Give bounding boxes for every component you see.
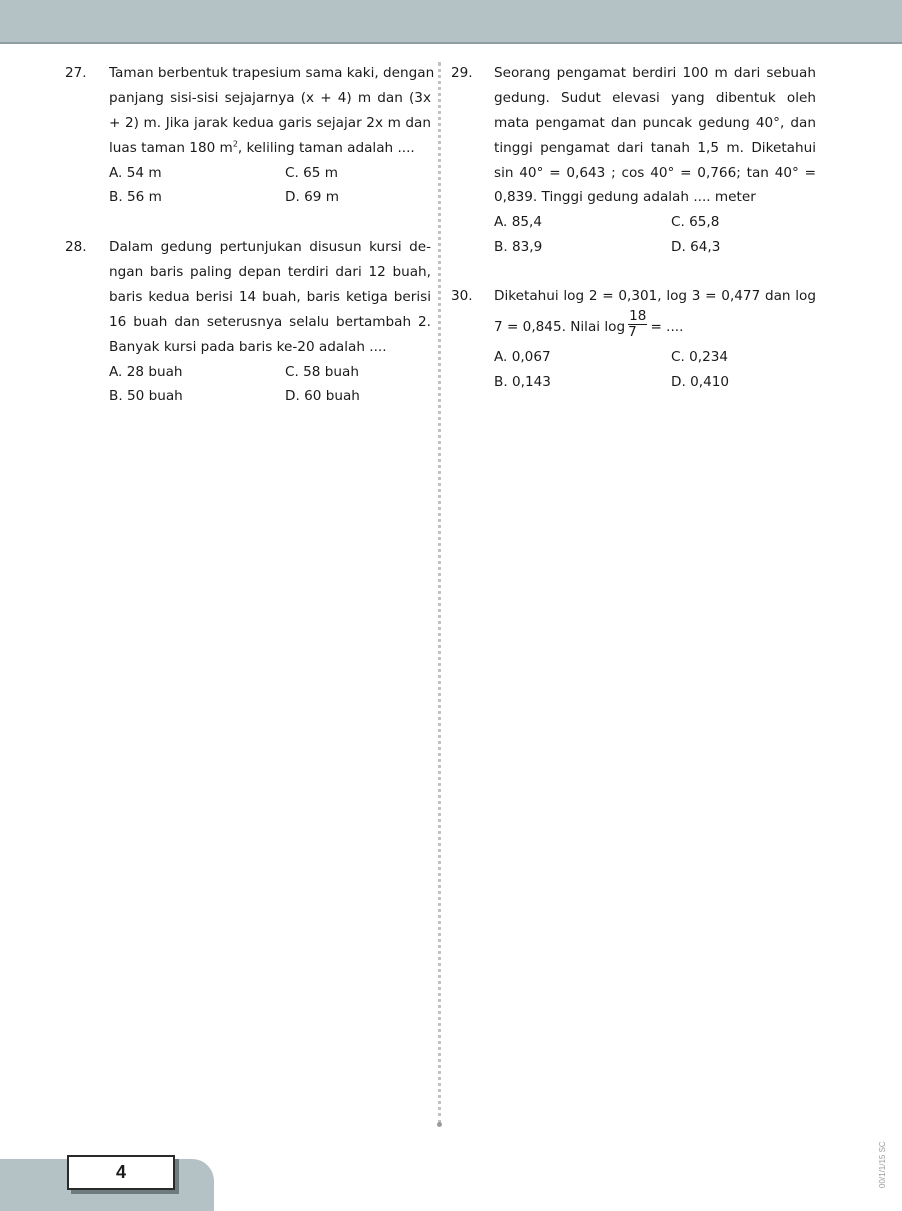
question-line: 16 buah dan seterusnya selalu bertambah 2. <box>109 313 431 330</box>
question-line: Seorang pengamat berdiri 100 m dari sebuah <box>494 65 816 81</box>
option-d[interactable]: D. 0,410 <box>671 373 730 390</box>
option-a[interactable]: A. 54 m <box>109 164 162 181</box>
option-c[interactable]: C. 65 m <box>285 164 338 181</box>
question-line: baris kedua berisi 14 buah, baris ketiga berisi <box>109 288 431 305</box>
question-line: 7 = 0,845. Nilai log $\frac{18}{7}$ = .... <box>494 308 684 341</box>
question-text <box>494 284 816 345</box>
question-line: ngan baris paling depan terdiri dari 12 buah, <box>109 263 431 280</box>
header-band <box>0 0 902 44</box>
option-c[interactable]: C. 0,234 <box>671 349 729 365</box>
option-d[interactable]: D. 64,3 <box>671 239 721 256</box>
option-b[interactable]: B. 56 m <box>109 189 162 206</box>
question-number: 27. <box>65 65 87 81</box>
fraction-denominator: 7 <box>628 324 637 341</box>
question-line: 0,839. Tinggi gedung adalah .... meter <box>494 189 756 206</box>
question-line: panjang sisi-sisi sejajarnya (x + 4) m dan (3x <box>109 89 431 106</box>
question-line: Diketahui log 2 = 0,301, log 3 = 0,477 dan log <box>494 288 816 304</box>
side-code: 00/1/1/15 SC <box>878 1141 887 1188</box>
option-a[interactable]: A. 85,4 <box>494 214 542 231</box>
fraction <box>628 309 647 340</box>
question-line: mata pengamat dan puncak gedung 40°, dan <box>494 114 816 131</box>
option-c[interactable]: C. 65,8 <box>671 214 720 231</box>
option-b[interactable]: B. 50 buah <box>109 388 183 405</box>
question-line: tinggi pengamat dari tanah 1,5 m. Diketahui <box>494 139 816 156</box>
question-line: + 2) m. Jika jarak kedua garis sejajar 2x m dan <box>109 114 431 131</box>
question-line: sin 40° = 0,643 ; cos 40° = 0,766; tan 40° = <box>494 164 816 181</box>
question-line: Banyak kursi pada baris ke-20 adalah .... <box>109 338 387 355</box>
option-d[interactable]: D. 69 m <box>285 189 339 206</box>
option-b[interactable]: B. 83,9 <box>494 239 543 256</box>
column-divider <box>438 62 441 1124</box>
option-c[interactable]: C. 58 buah <box>285 363 359 380</box>
fraction-numerator: 18 <box>629 308 647 325</box>
question-line: Taman berbentuk trapesium sama kaki, dengan <box>109 65 435 81</box>
question-line: gedung. Sudut elevasi yang dibentuk oleh <box>494 89 816 106</box>
question-text <box>494 61 816 210</box>
divider-end-dot <box>437 1122 442 1127</box>
page-number: 4 <box>67 1155 175 1190</box>
option-b[interactable]: B. 0,143 <box>494 373 551 390</box>
answer-options <box>109 161 431 211</box>
question-line: luas taman 180 $m^2$, keliling taman adalah .... <box>109 139 415 156</box>
option-a[interactable]: A. 28 buah <box>109 363 183 380</box>
superscript: 2 <box>232 139 238 149</box>
question-number: 30. <box>451 288 473 304</box>
question-number: 29. <box>451 65 473 81</box>
answer-options <box>494 345 816 395</box>
question-line: Dalam gedung pertunjukan disusun kursi de- <box>109 239 431 255</box>
option-a[interactable]: A. 0,067 <box>494 349 551 365</box>
question-number: 28. <box>65 239 87 255</box>
answer-options <box>494 210 816 260</box>
question-text <box>109 61 435 161</box>
option-d[interactable]: D. 60 buah <box>285 388 360 405</box>
answer-options <box>109 360 431 410</box>
question-text <box>109 235 431 359</box>
